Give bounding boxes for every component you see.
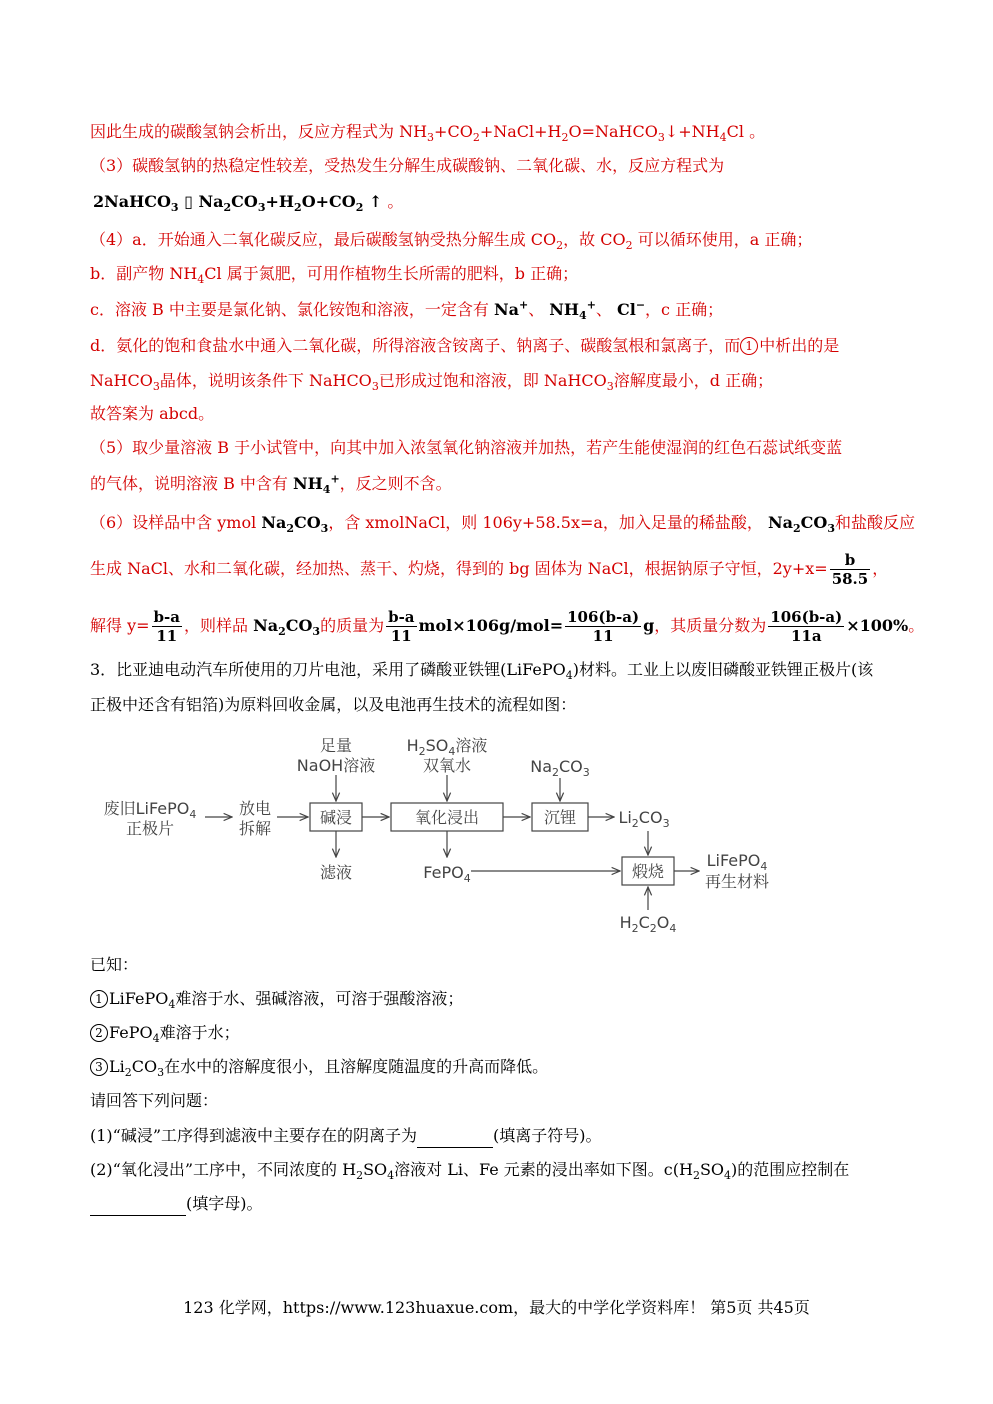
text: ，反之则不含。 <box>339 474 452 493</box>
output-filtrate: 滤液 <box>319 863 353 882</box>
text: 因此生成的碳酸氢钠会析出，反应方程式为 <box>90 122 400 141</box>
answer-blank-2[interactable] <box>90 1193 186 1216</box>
equation-1: $NH_3+CO_2+NaCl+H_2O=NaHCO_3↓+NH_4Cl$ <box>399 122 744 145</box>
fraction: $\frac{106(b-a)}{11}$ <box>567 608 640 645</box>
output-li2co3: $Li_2CO_3$ <box>618 808 670 830</box>
fraction: $\frac{106(b-a)}{11a}$ <box>770 608 843 645</box>
subquestion-2: (2)“氧化浸出”工序中，不同浓度的 $H_2SO_4$溶液对 Li、Fe 元素的浸出率如下图。$c(H_2SO_4)$的范围应控制在 <box>90 1160 850 1183</box>
step-discharge: 放电 <box>238 799 272 818</box>
answer-line-12: （6）设样品中含 ymol $Na_2CO_3$，含 xmolNaCl，则 106y+58.5x=a，加入足量的稀盐酸， $Na_2CO_3$和盐酸反应 <box>90 513 916 536</box>
step-disassemble: 拆解 <box>238 819 272 838</box>
product-label-2: 再生材料 <box>704 872 770 891</box>
text: 的气体，说明溶液 B 中含有 <box>90 474 294 493</box>
fraction: $\frac{b}{58.5}$ <box>831 551 869 588</box>
text: 和盐酸反应 <box>835 513 916 532</box>
reagent-h2so4: $H_2SO_4$溶液 <box>406 736 488 758</box>
box1-label: 碱浸 <box>319 808 353 827</box>
known-2: 2 FePO$_4$难溶于水； <box>90 1022 240 1044</box>
answer-line-6: c．溶液 B 中主要是氯化钠、氯化铵饱和溶液，一定含有 Na+、 $NH_4^+$、 Cl−，c 正确； <box>90 298 724 323</box>
process-flowchart <box>95 730 795 940</box>
reagent-naoh: NaOH溶液 <box>296 756 376 775</box>
text: (填离子符号)。 <box>493 1126 602 1145</box>
answer-line-14: 解得 y= $\frac{b-a}{11}$ ，则样品 $Na_2CO_3$的质量为 $\frac{b-a}{11}$ mol×106g/mol= $\frac{106(b-a)}{11}$ g，其质量分数为 $\frac{106(b-a)}{11a}$ ×100%。 <box>90 608 925 645</box>
answer-line-7: d．氨化的饱和食盐水中通入二氧化碳，所得溶液含铵离子、钠离子、碳酸氢根和氯离子，而 1 中析出的是 <box>90 336 840 355</box>
equation-2: 2NaHCO$_3$ ▯ $Na_2CO_3+H_2O+CO_2$ ↑ 。 <box>93 192 404 215</box>
box2-label: 氧化浸出 <box>414 808 480 827</box>
answer-line-11: 的气体，说明溶液 B 中含有 $NH_4^+$，反之则不含。 <box>90 472 452 497</box>
text: 解得 y= <box>90 616 150 635</box>
fraction: $\frac{b-a}{11}$ <box>153 608 180 645</box>
text: mol×106g/mol= <box>418 616 564 635</box>
question-3-line-2: 正极中还含有铝箔)为原料回收金属，以及电池再生技术的流程如图： <box>90 695 577 714</box>
text: 生成 NaCl、水和二氧化碳，经加热、蒸干、灼烧，得到的 bg 固体为 NaCl，根据钠原子守恒，2y+x= <box>90 559 828 578</box>
known-3: 3 $Li_2CO_3$在水中的溶解度很小，且溶解度随温度的升高而降低。 <box>90 1056 548 1078</box>
start-label: 废旧LiFePO$_4$ <box>103 799 197 821</box>
answer-line-10: （5）取少量溶液 B 于小试管中，向其中加入浓氢氧化钠溶液并加热，若产生能使湿润的红色石蕊试纸变蓝 <box>90 438 843 457</box>
text: g <box>643 616 655 635</box>
answer-line-4: （4）a．开始通入二氧化碳反应，最后碳酸氢钠受热分解生成 $CO_2$，故 $CO_2$ 可以循环使用，a 正确； <box>90 230 813 253</box>
subquestion-2-cont <box>90 1193 263 1216</box>
answer-line-1: 因此生成的碳酸氢钠会析出，反应方程式为 $NH_3+CO_2+NaCl+H_2O=NaHCO_3↓+NH_4Cl$ 。 <box>90 122 766 145</box>
product-label: LiFePO$_4$ <box>706 851 768 873</box>
answer-blank-1[interactable] <box>417 1125 493 1148</box>
text: c．溶液 B 中主要是氯化钠、氯化铵饱和溶液，一定含有 <box>90 300 494 319</box>
text: ×100% <box>846 616 909 635</box>
answer-line-9: 故答案为 abcd。 <box>90 404 215 423</box>
text: ，其质量分数为 <box>654 616 767 635</box>
reagent-na2co3: $Na_2CO_3$ <box>530 757 590 779</box>
text: ，含 xmolNaCl，则 106y+58.5x=a，加入足量的稀盐酸， <box>328 513 763 532</box>
ask-line: 请回答下列问题： <box>90 1091 219 1110</box>
reagent-h2c2o4: $H_2C_2O_4$ <box>619 913 677 935</box>
known-heading: 已知： <box>90 955 139 974</box>
answer-line-2: （3）碳酸氢钠的热稳定性较差，受热发生分解生成碳酸钠、二氧化碳、水，反应方程式为 <box>90 156 725 175</box>
text: (填字母)。 <box>186 1194 263 1213</box>
answer-line-8: NaHCO$_3$晶体，说明该条件下 NaHCO$_3$已形成过饱和溶液，即 NaHCO$_3$溶解度最小，d 正确； <box>90 371 774 394</box>
text: （6）设样品中含 ymol <box>90 513 262 532</box>
start-label-2: 正极片 <box>125 819 175 838</box>
answer-line-13: 生成 NaCl、水和二氧化碳，经加热、蒸干、灼烧，得到的 bg 固体为 NaCl，根据钠原子守恒，2y+x= $\frac{b}{58.5}$ ， <box>90 551 889 588</box>
reagent-amount: 足量 <box>319 736 353 755</box>
reagent-h2o2: 双氧水 <box>422 756 472 775</box>
text: ，c 正确； <box>645 300 724 319</box>
fraction: $\frac{b-a}{11}$ <box>388 608 415 645</box>
text: ，则样品 <box>183 616 254 635</box>
text: 的质量为 <box>320 616 385 635</box>
known-1: 1 LiFePO$_4$难溶于水、强碱溶液，可溶于强酸溶液； <box>90 988 463 1010</box>
page-footer: 123 化学网，https://www.123huaxue.com，最大的中学化学资料库！ 第5页 共45页 <box>183 1298 810 1317</box>
subquestion-1 <box>90 1125 602 1148</box>
output-fepo4: FePO$_4$ <box>423 863 471 885</box>
box4-label: 煅烧 <box>631 862 665 881</box>
text: (1)“碱浸”工序得到滤液中主要存在的阴离子为 <box>90 1126 418 1145</box>
answer-line-5: b．副产物 $NH_4Cl$ 属于氮肥，可用作植物生长所需的肥料，b 正确； <box>90 264 579 287</box>
box3-label: 沉锂 <box>543 808 577 827</box>
question-3-line-1: 3．比亚迪电动汽车所使用的刀片电池，采用了磷酸亚铁锂(LiFePO$_4$)材料。工业上以废旧磷酸亚铁锂正极片(该 <box>90 660 874 683</box>
